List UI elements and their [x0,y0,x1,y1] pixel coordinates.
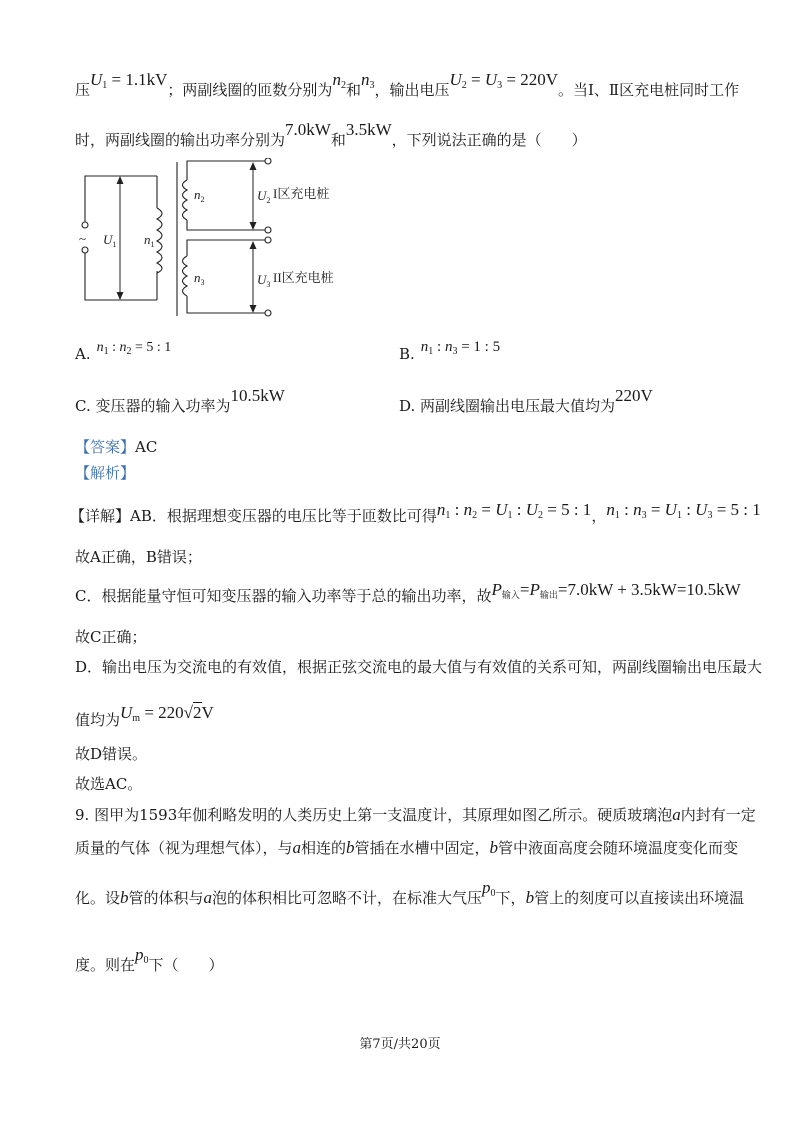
option-b-equation: $n_1$ : $n_3 = 1$ : 5 [420,339,501,357]
eq-u2-u3: $U_2 = U_3 = 220V$ [449,70,558,91]
ab-conclusion: 故A正确，B错误； [75,548,202,566]
label-u2: $U_2$ [257,188,271,205]
sqrt-icon: √ [183,703,194,722]
n3-symbol: $n_3$ [360,70,375,91]
text-segment: 和 [330,131,346,149]
power-equation: $P_{输入}=P_{输出}=7.0kW + 3.5kW=10.5kW$ [491,580,741,600]
text-segment: ，下列说法正确的是（ ） [391,131,587,149]
power-value-2: 3.5kW [345,120,392,139]
option-c-value: 10.5kW [230,386,285,405]
ac-source-symbol: ~ [79,231,87,246]
detail-d: D．输出电压为交流电的有效值，根据正弦交流电的最大值与有效值的关系可知，两副线圈输出电压最大 [75,658,763,676]
q9-line-2: 质量的气体（视为理想气体），与a相连的b管插在水槽中固定，b管中液面高度会随环境温度变化而变 [75,838,739,857]
p0-symbol-2: $p_0$ [135,945,149,966]
detail-ab: 【详解】AB．根据理想变压器的电压比等于匝数比可得$n_1$ : $n_2 = U_1$ : $U_2 = 5$ : 1，$n_1$ : $n_3 = U_1$ : $U_3 = 5$ : 1 [70,500,761,525]
option-c[interactable]: C. 变压器的输入功率为10.5kW [75,386,285,415]
option-b[interactable]: B. $n_1$ : $n_3 = 1$ : 5 [399,339,501,363]
analysis-tag: 【解析】 [75,464,136,482]
detail-c: C．根据能量守恒可知变压器的输入功率等于总的输出功率，故$P_{输入}=P_{输出}=7.0kW + 3.5kW=10.5kW$ [75,580,741,605]
label-n3: $n_3$ [194,270,205,287]
eq-u1: $U_1 = 1.1kV$ [90,70,168,91]
p0-symbol: $p_0$ [482,878,496,899]
label-n2: $n_2$ [194,187,205,204]
label-u3: $U_3$ [257,272,271,289]
option-a[interactable]: A. $n_1$ : $n_2 = 5$ : 1 [75,340,172,363]
q8-line-1 [75,70,740,106]
text-segment: ；两副线圈的匝数分别为 [167,81,333,99]
text-segment: ，输出电压 [374,81,450,99]
option-d-value: 220V [615,386,653,405]
label-u1: $U_1$ [103,232,117,249]
n2-symbol: $n_2$ [332,70,346,91]
d-conclusion: 故D错误。 [75,745,148,763]
text-segment: 压 [75,81,91,99]
zone-2-label: II区充电桩 [273,270,334,285]
zone-1-label: I区充电桩 [273,186,330,201]
c-conclusion: 故C正确； [75,628,147,646]
detail-tag: 【详解】 [70,507,131,525]
option-a-equation: $n_1$ : $n_2 = 5$ : 1 [96,340,172,357]
q8-line-2 [75,120,587,150]
power-value-1: 7.0kW [285,120,331,139]
label-n1: $n_1$ [144,232,155,249]
q9-line-4: 度。则在$p_0$下（ ） [75,945,224,974]
transformer-diagram [75,158,365,320]
answer-line [75,437,157,457]
final-choice: 故选AC。 [75,775,143,793]
q9-line-3: 化。设b管的体积与a泡的体积相比可忽略不计，在标准大气压$p_0$下，b管上的刻度可以直接读出环境温 [75,878,745,907]
page-footer: 第7页/共20页 [359,1037,441,1052]
answer-value: AC [135,438,158,456]
text-segment: 和 [345,81,361,99]
text-segment: 时，两副线圈的输出功率分别为 [75,131,286,149]
answer-tag: 【答案】 [75,438,136,456]
q9-line-1: 9. 图甲为1593年伽利略发明的人类历史上第一支温度计，其原理如图乙所示。硬质玻璃泡a内封有一定 [75,805,756,824]
detail-d-line-2: 值均为$U_m = 220√2V$ [75,703,214,729]
ratio-equation-1: $n_1$ : $n_2 = U_1$ : $U_2 = 5$ : 1 [436,500,592,521]
option-d[interactable]: D. 两副线圈输出电压最大值均为220V [399,386,653,415]
text-segment: 。当Ⅰ、Ⅱ区充电桩同时工作 [558,81,740,99]
ratio-equation-2: $n_1$ : $n_3 = U_1$ : $U_3 = 5$ : 1 [606,500,761,521]
max-voltage-equation: $U_m = 220√2V$ [120,703,214,724]
